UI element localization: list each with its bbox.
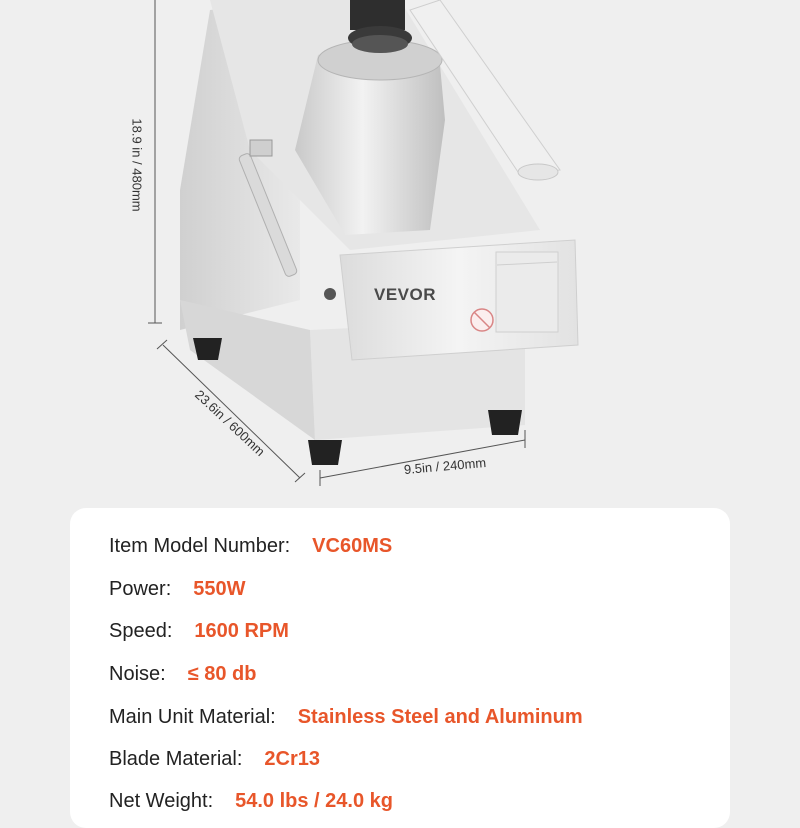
spec-label: Main Unit Material:: [109, 706, 276, 728]
spec-label: Power:: [109, 578, 172, 600]
spec-value: VC60MS: [312, 535, 393, 557]
spec-value: 2Cr13: [264, 748, 321, 770]
spec-label: Speed:: [109, 620, 173, 642]
width-dimension-label: 9.5in / 240mm: [403, 454, 487, 478]
spec-label: Item Model Number:: [109, 535, 291, 557]
brand-logo-text: VEVOR: [374, 285, 437, 304]
spec-row-model: [109, 531, 392, 561]
spec-label: Blade Material:: [109, 748, 243, 770]
spec-row-weight: [109, 786, 393, 816]
spec-value: 1600 RPM: [194, 620, 289, 642]
spec-row-material: [109, 702, 583, 732]
spec-row-blade: [109, 744, 320, 774]
no-hand-warning-icon: [471, 309, 493, 331]
spec-value: Stainless Steel and Aluminum: [297, 706, 583, 728]
depth-dimension-label: 23.6in / 600mm: [192, 386, 268, 460]
spec-row-noise: [109, 659, 256, 689]
spec-label: Noise:: [109, 663, 166, 685]
spec-row-power: [109, 574, 246, 604]
height-dimension-label: 18.9 in / 480mm: [129, 118, 145, 212]
spec-value: 54.0 lbs / 24.0 kg: [235, 790, 393, 812]
spec-value: ≤ 80 db: [187, 663, 257, 685]
spec-row-speed: [109, 616, 289, 646]
spec-value: 550W: [193, 578, 246, 600]
spec-label: Net Weight:: [109, 790, 214, 812]
